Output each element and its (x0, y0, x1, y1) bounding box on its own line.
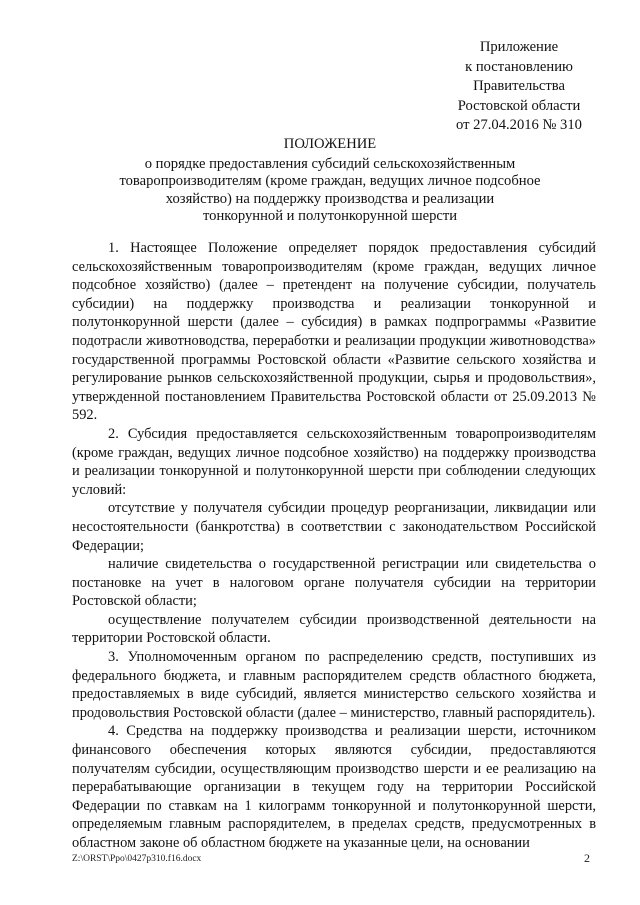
appendix-line: к постановлению (465, 58, 573, 75)
appendix-line: Правительства (473, 78, 565, 95)
appendix-line: Приложение (479, 39, 559, 55)
paragraph-3: 3. Уполномоченным органом по распределению средств, поступивших из федерального бюджета, и главным распорядителем средств областного бюджета, предоставляемых в виде субсидий, является министерство сельского хозяйства и продовольствия Ростовской области (далее – министерство, главный распорядитель). (72, 649, 596, 721)
document-subtitle-line: товаропроизводителям (кроме граждан, ведущих личное подсобное (119, 173, 541, 190)
appendix-date-line: от 27.04.2016 № 310 (456, 117, 582, 134)
paragraph-1: 1. Настоящее Положение определяет порядок предоставления субсидий сельскохозяйственным товаропроизводителям (кроме граждан, ведущих личное подсобное хозяйство) (далее – претендент на получение субсидии, получатель субсидии) на поддержку производства и реализации тонкорунной и полутонкорунной шерсти (далее – субсидия) в рамках подпрограммы «Развитие подотрасли животноводства, переработки и реализации продукции животноводства» государственной программы Ростовской области «Развитие сельского хозяйства и регулирование рынков сельскохозяйственной продукции, сырья и продовольствия», утвержденной постановлением Правительства Ростовской области от 25.09.2013 № 592. (72, 240, 596, 424)
document-title-block (60, 136, 600, 226)
paragraph-2-condition-3: осуществление получателем субсидии производственной деятельности на территории Ростовской области. (72, 611, 596, 647)
appendix-reference (430, 38, 608, 136)
paragraph-4: 4. Средства на поддержку производства и реализации шерсти, источником финансового обеспечения которых являются субсидии, предоставляются получателям субсидии, осуществляющим производство шерсти и ее реализацию на перерабатывающие организации в текущем году на территории Российской Федерации по ставкам на 1 килограмм тонкорунной и полутонкорунной шерсти, определяемым главным распорядителем, в пределах средств, предусмотренных в областном законе об областном бюджете на указанные цели, на основании (72, 723, 596, 851)
page-number: 2 (584, 851, 590, 865)
paragraph-2: 2. Субсидия предоставляется сельскохозяйственным товаропроизводителям (кроме граждан, ведущих личное подсобное хозяйство) на поддержку производства и реализации тонкорунной и полутонкорунной шерсти при соблюдении следующих условий: (72, 425, 596, 498)
document-subtitle-line: тонкорунной и полутонкорунной шерсти (202, 208, 458, 225)
document-subtitle-line: хозяйство) на поддержку производства и реализации (165, 190, 495, 207)
document-body (72, 239, 596, 853)
document-title: ПОЛОЖЕНИЕ (283, 136, 377, 152)
document-subtitle-line: о порядке предоставления субсидий сельскохозяйственным (144, 155, 516, 172)
appendix-line: Ростовской области (457, 97, 581, 114)
paragraph-2-condition-2: наличие свидетельства о государственной регистрации или свидетельства о постановке на учет в налоговом органе получателя субсидии на территории Ростовской области; (72, 556, 596, 610)
footer-file-path: Z:\ORST\Ppo\0427p310.f16.docx (72, 854, 202, 864)
paragraph-2-condition-1: отсутствие у получателя субсидии процедур реорганизации, ликвидации или несостоятельности (банкротства) в соответствии с законодательством Российской Федерации; (72, 500, 596, 554)
